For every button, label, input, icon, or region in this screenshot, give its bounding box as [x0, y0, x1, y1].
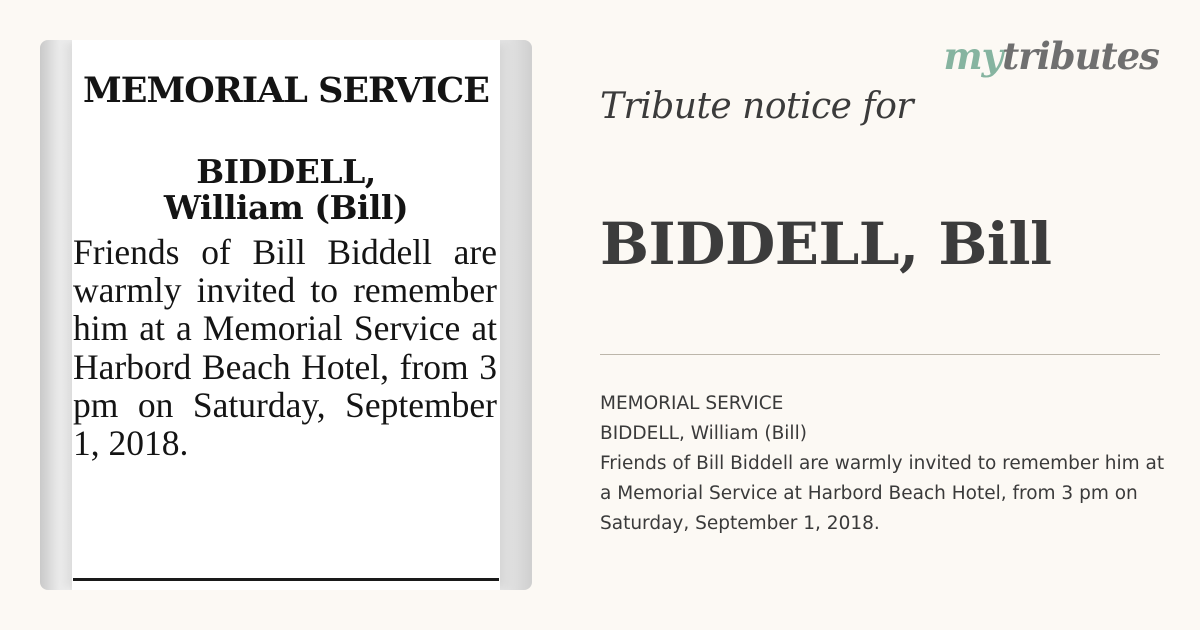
- notice-body: Friends of Bill Biddell are warmly invited to remember him at a Memorial Service at Harbord Beach Hotel, from 3 pm on Saturday, September 1, 2018.: [600, 453, 1165, 534]
- notice-name: BIDDELL, William (Bill): [600, 423, 807, 444]
- deceased-name: BIDDELL, Bill: [600, 210, 1052, 278]
- notice-heading: MEMORIAL SERVICE: [600, 393, 784, 414]
- tribute-notice-label: Tribute notice for: [600, 86, 914, 127]
- clipping-name-line2: William (Bill): [163, 188, 409, 227]
- section-divider: [600, 354, 1160, 355]
- notice-text: [600, 389, 1165, 539]
- mytributes-logo[interactable]: [943, 34, 1159, 78]
- clipping-bottom-rule: [73, 578, 499, 581]
- clipping-heading: MEMORIAL SERVICE: [83, 70, 489, 111]
- clipping-body: Friends of Bill Biddell are warmly invited to remember him at a Memorial Service at Harbord Beach Hotel, from 3 pm on Saturday, September 1, 2018.: [73, 232, 497, 464]
- logo-my: my: [943, 34, 1003, 78]
- logo-tributes: tributes: [1002, 34, 1159, 78]
- clipping-name: [74, 154, 498, 226]
- clipping-name-line1: BIDDELL,: [196, 152, 376, 191]
